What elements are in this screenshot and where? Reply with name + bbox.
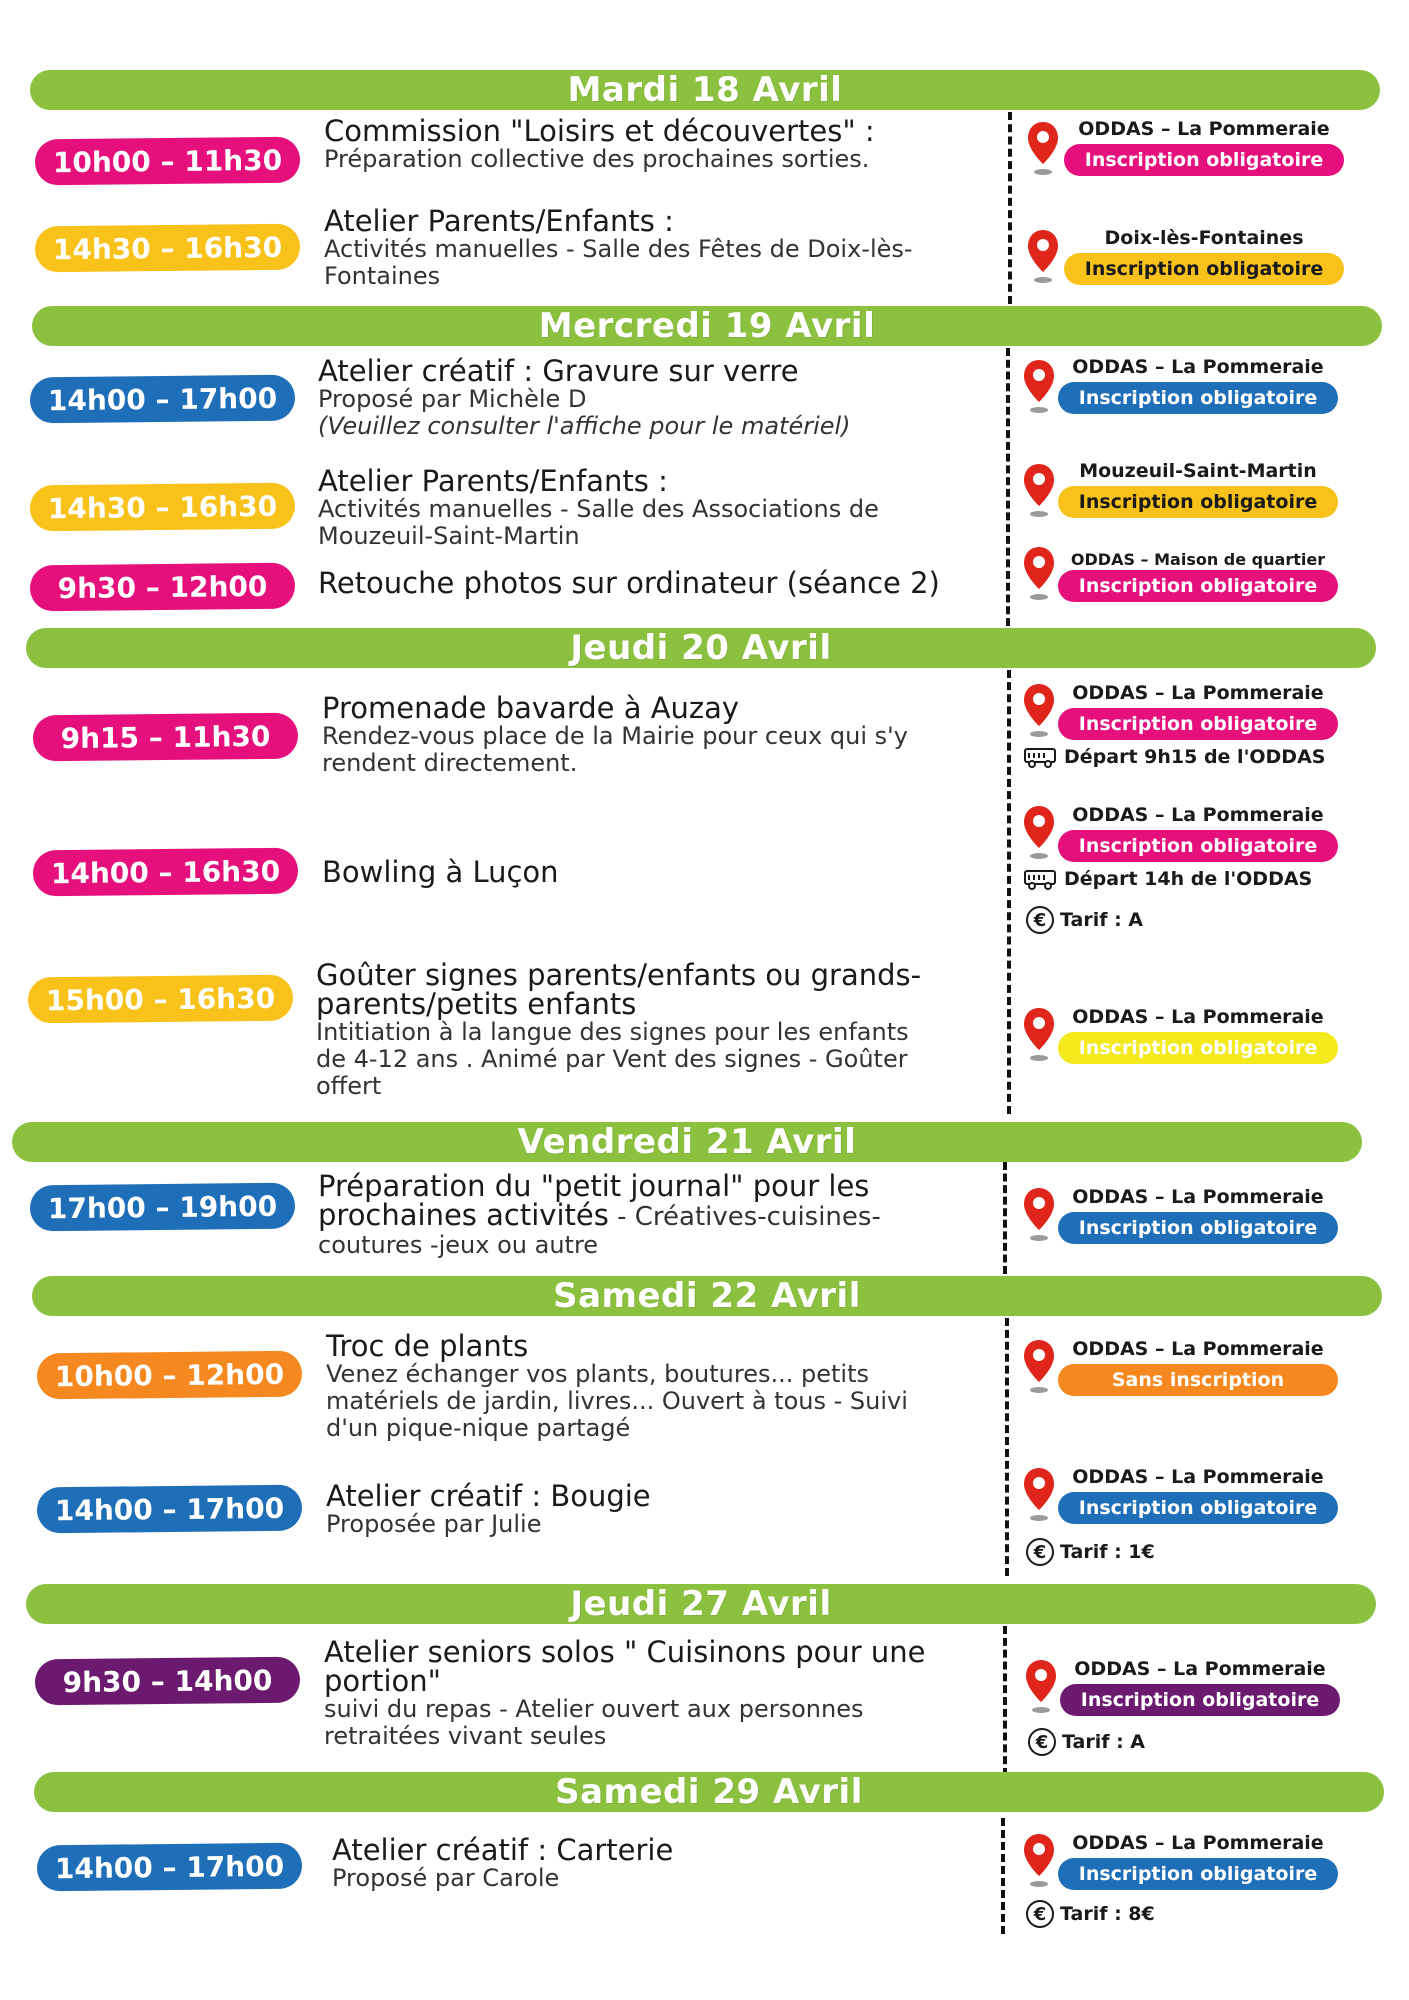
event-title: Troc de plants [326, 1329, 529, 1363]
registration-badge: Inscription obligatoire [1058, 1032, 1338, 1064]
time-pill: 9h30 – 12h00 [30, 563, 295, 612]
event-detail: Activités manuelles - Salle des Fêtes de Doix-lès- [324, 235, 913, 263]
event-title: Atelier créatif : Gravure sur verre [318, 354, 799, 388]
event-detail: de 4-12 ans . Animé par Vent des signes - Goûter [316, 1045, 908, 1073]
event-title-continued: portion" [324, 1664, 441, 1698]
location-name: ODDAS – La Pommeraie [1072, 1006, 1324, 1028]
event-description [324, 114, 1014, 173]
event-title-part: prochaines activités [318, 1198, 609, 1232]
tarif-text: Tarif : A [1060, 909, 1144, 931]
dashed-divider [1003, 1162, 1007, 1274]
event-detail: retraitées vivant seules [324, 1722, 607, 1750]
event-description [318, 354, 1008, 440]
location-pin-icon [1022, 462, 1056, 520]
event-title: Préparation du "petit journal" pour les [318, 1169, 870, 1203]
location-pin-icon [1022, 358, 1056, 416]
departure-text: Départ 14h de l'ODDAS [1064, 868, 1313, 890]
time-pill: 10h00 – 11h30 [35, 137, 300, 186]
registration-badge: Sans inscription [1058, 1364, 1338, 1396]
event-description [326, 1329, 1016, 1442]
event-description [332, 1833, 1022, 1892]
event-title: Atelier Parents/Enfants : [318, 464, 668, 498]
location-pin-icon [1022, 1466, 1056, 1524]
time-pill: 10h00 – 12h00 [37, 1351, 302, 1400]
event-description [322, 855, 1012, 889]
departure-info [1024, 746, 1325, 768]
day-header: Vendredi 21 Avril [12, 1122, 1362, 1162]
location-pin-icon [1026, 228, 1060, 286]
euro-icon: € [1026, 1538, 1054, 1566]
tarif-text: Tarif : 1€ [1060, 1541, 1155, 1563]
event-title: Retouche photos sur ordinateur (séance 2) [318, 566, 940, 600]
euro-icon: € [1026, 1900, 1054, 1928]
event-detail: offert [316, 1072, 382, 1100]
dashed-divider [1003, 1626, 1007, 1776]
location-name: ODDAS – La Pommeraie [1072, 804, 1324, 826]
location-pin-icon [1022, 1006, 1056, 1064]
location-name: ODDAS – La Pommeraie [1072, 356, 1324, 378]
location-pin-icon [1024, 1658, 1058, 1716]
tarif-text: Tarif : 8€ [1060, 1903, 1155, 1925]
location-pin-icon [1022, 545, 1056, 603]
event-detail: rendent directement. [322, 749, 578, 777]
event-detail: Proposé par Carole [332, 1864, 560, 1892]
registration-badge: Inscription obligatoire [1058, 382, 1338, 414]
euro-icon: € [1026, 906, 1054, 934]
event-description [322, 691, 1012, 777]
event-detail: suivi du repas - Atelier ouvert aux personnes [324, 1695, 864, 1723]
tarif-info [1026, 1900, 1155, 1928]
event-title: Promenade bavarde à Auzay [322, 691, 740, 725]
dashed-divider [1001, 1818, 1005, 1934]
registration-badge: Inscription obligatoire [1064, 253, 1344, 285]
event-title-continued [318, 1198, 1018, 1232]
location-pin-icon [1022, 1832, 1056, 1890]
tarif-info [1026, 1538, 1155, 1566]
event-detail: Mouzeuil-Saint-Martin [318, 522, 580, 550]
location-pin-icon [1022, 1338, 1056, 1396]
time-pill: 15h00 – 16h30 [28, 975, 293, 1024]
location-name: ODDAS – La Pommeraie [1072, 682, 1324, 704]
event-title: Goûter signes parents/enfants ou grands- [316, 958, 922, 992]
day-header: Jeudi 20 Avril [26, 628, 1376, 668]
bus-icon [1024, 746, 1058, 768]
location-name: ODDAS – La Pommeraie [1072, 1186, 1324, 1208]
event-detail: matériels de jardin, livres... Ouvert à tous - Suivi [326, 1387, 908, 1415]
day-header: Samedi 29 Avril [34, 1772, 1384, 1812]
day-header: Mercredi 19 Avril [32, 306, 1382, 346]
event-detail: Rendez-vous place de la Mairie pour ceux qui s'y [322, 722, 908, 750]
event-detail: d'un pique-nique partagé [326, 1414, 631, 1442]
event-title: Commission "Loisirs et découvertes" : [324, 114, 875, 148]
registration-badge: Inscription obligatoire [1058, 830, 1338, 862]
location-pin-icon [1022, 804, 1056, 862]
location-pin-icon [1026, 120, 1060, 178]
registration-badge: Inscription obligatoire [1058, 1492, 1338, 1524]
tarif-text: Tarif : A [1062, 1731, 1146, 1753]
euro-icon: € [1028, 1728, 1056, 1756]
event-detail: Activités manuelles - Salle des Associations de [318, 495, 879, 523]
event-title-part: - Créatives-cuisines- [608, 1202, 881, 1232]
location-name: ODDAS – La Pommeraie [1072, 1466, 1324, 1488]
time-pill: 17h00 – 19h00 [30, 1183, 295, 1232]
event-title: Atelier créatif : Bougie [326, 1479, 651, 1513]
location-name: ODDAS – La Pommeraie [1072, 1832, 1324, 1854]
time-pill: 9h30 – 14h00 [35, 1657, 300, 1706]
registration-badge: Inscription obligatoire [1058, 570, 1338, 602]
event-title: Bowling à Luçon [322, 855, 559, 889]
departure-info [1024, 868, 1312, 890]
event-detail: Fontaines [324, 262, 441, 290]
bus-icon [1024, 868, 1058, 890]
event-description [324, 204, 1014, 290]
registration-badge: Inscription obligatoire [1060, 1684, 1340, 1716]
location-name: Mouzeuil-Saint-Martin [1079, 460, 1317, 482]
time-pill: 9h15 – 11h30 [33, 713, 298, 762]
event-description [326, 1479, 1016, 1538]
event-detail: coutures -jeux ou autre [318, 1231, 599, 1259]
location-name: ODDAS – La Pommeraie [1072, 1338, 1324, 1360]
tarif-info [1026, 906, 1143, 934]
time-pill: 14h00 – 17h00 [37, 1485, 302, 1534]
event-detail: Intitiation à la langue des signes pour les enfants [316, 1018, 909, 1046]
time-pill: 14h00 – 17h00 [37, 1843, 302, 1892]
event-detail: Préparation collective des prochaines sorties. [324, 145, 870, 173]
event-description [318, 464, 1008, 550]
location-pin-icon [1022, 1186, 1056, 1244]
event-detail: Proposée par Julie [326, 1510, 542, 1538]
event-title: Atelier Parents/Enfants : [324, 204, 674, 238]
time-pill: 14h00 – 17h00 [30, 375, 295, 424]
time-pill: 14h00 – 16h30 [33, 848, 298, 897]
day-header: Mardi 18 Avril [30, 70, 1380, 110]
registration-badge: Inscription obligatoire [1058, 708, 1338, 740]
location-pin-icon [1022, 682, 1056, 740]
tarif-info [1028, 1728, 1145, 1756]
registration-badge: Inscription obligatoire [1058, 1212, 1338, 1244]
day-header: Jeudi 27 Avril [26, 1584, 1376, 1624]
location-name: ODDAS – La Pommeraie [1078, 118, 1330, 140]
location-name: ODDAS – Maison de quartier [1070, 550, 1326, 569]
location-name: ODDAS – La Pommeraie [1074, 1658, 1326, 1680]
event-title: Atelier seniors solos " Cuisinons pour une [324, 1635, 926, 1669]
event-description [324, 1635, 1024, 1750]
time-pill: 14h30 – 16h30 [30, 483, 295, 532]
event-title: Atelier créatif : Carterie [332, 1833, 674, 1867]
time-pill: 14h30 – 16h30 [35, 224, 300, 273]
registration-badge: Inscription obligatoire [1064, 144, 1344, 176]
event-description [316, 958, 1016, 1100]
registration-badge: Inscription obligatoire [1058, 1858, 1338, 1890]
day-header: Samedi 22 Avril [32, 1276, 1382, 1316]
location-name: Doix-lès-Fontaines [1104, 227, 1304, 249]
event-detail: Proposé par Michèle D [318, 385, 587, 413]
event-detail: Venez échanger vos plants, boutures... petits [326, 1360, 869, 1388]
event-detail: (Veuillez consulter l'affiche pour le matériel) [318, 412, 851, 440]
departure-text: Départ 9h15 de l'ODDAS [1064, 746, 1326, 768]
event-title-continued: parents/petits enfants [316, 987, 637, 1021]
event-description [318, 1169, 1018, 1259]
registration-badge: Inscription obligatoire [1058, 486, 1338, 518]
event-description [318, 566, 1008, 600]
